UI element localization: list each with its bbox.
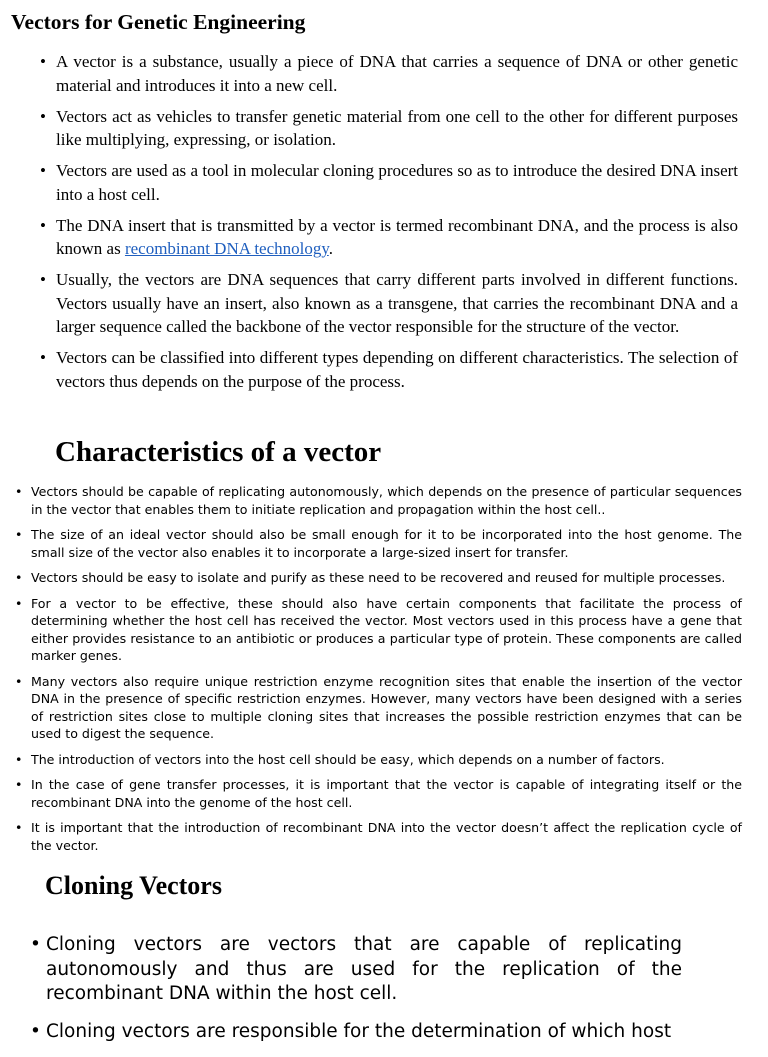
list-item (15, 569, 742, 587)
list-item (15, 751, 742, 769)
list-item (40, 50, 738, 97)
characteristics-heading: Characteristics of a vector (55, 436, 382, 468)
list-item (15, 776, 742, 811)
bullet-icon: • (30, 1020, 41, 1042)
characteristics-bullet-list (15, 483, 742, 862)
list-item-text: Cloning vectors are responsible for the determination of which host (46, 1020, 672, 1042)
list-item-text: In the case of gene transfer processes, it is important that the vector is capable of integrating itself or the recombinant DNA into the genome of the host cell. (31, 777, 742, 810)
page-title: Vectors for Genetic Engineering (11, 10, 306, 34)
bullet-icon: • (15, 777, 23, 792)
bullet-icon: • (15, 527, 23, 542)
list-item (15, 483, 742, 518)
list-item-text: It is important that the introduction of recombinant DNA into the vector doesn’t affect the replication cycle of the vector. (31, 820, 742, 853)
list-item-text: The introduction of vectors into the host cell should be easy, which depends on a number of factors. (31, 751, 665, 767)
bullet-icon: • (40, 215, 46, 235)
cloning-vectors-heading: Cloning Vectors (45, 871, 222, 900)
list-item (15, 526, 742, 561)
list-item-text: Vectors can be classified into different types depending on different characteristics. The selection of vectors thus depends on the purpose of the process. (56, 348, 738, 391)
list-item-text: Cloning vectors are vectors that are capable of replicating autonomously and thus are used for the replication of the recombinant DNA within the host cell. (46, 934, 682, 1004)
list-item (40, 346, 738, 393)
bullet-icon: • (40, 161, 46, 180)
list-item-text-end: . (328, 239, 333, 258)
list-item-text: Vectors should be easy to isolate and purify as these need to be recovered and reused for multiple processes. (31, 570, 726, 585)
list-item (40, 159, 738, 206)
list-item-text: For a vector to be effective, these should also have certain components that facilitate the process of determining whether the host cell has received the vector. Most vectors used in this process have a gene that either provides resistance to an antibiotic or produces a particular type of protein. These components are called marker genes. (31, 595, 742, 663)
list-item-text: A vector is a substance, usually a piece of DNA that carries a sequence of DNA or other genetic material and introduces it into a new cell. (56, 52, 738, 95)
list-item (15, 595, 742, 665)
list-item-text: Usually, the vectors are DNA sequences that carry different parts involved in different functions. Vectors usually have an insert, also known as a transgene, that carries the recombinant DNA and a larger sequence called the backbone of the vector responsible for the structure of the vector. (56, 270, 738, 336)
list-item (15, 819, 742, 854)
list-item-text: The size of an ideal vector should also be small enough for it to be incorporated into the host genome. The small size of the vector also enables it to incorporate a large-sized insert for transfer. (31, 527, 742, 560)
cloning-vectors-bullet-list (30, 933, 682, 1057)
bullet-icon: • (30, 934, 41, 955)
bullet-icon: • (40, 348, 46, 367)
list-item (30, 933, 682, 1007)
recombinant-dna-technology-link[interactable]: recombinant DNA technology (124, 239, 329, 258)
bullet-icon: • (40, 52, 46, 71)
list-item-text: The DNA insert that is transmitted by a vector is termed recombinant DNA, and the process is also known as (56, 215, 738, 258)
bullet-icon: • (40, 270, 46, 289)
list-item (40, 214, 738, 261)
bullet-icon: • (15, 673, 23, 689)
bullet-icon: • (15, 570, 23, 585)
list-item (30, 1020, 682, 1045)
list-item-text: Vectors should be capable of replicating autonomously, which depends on the presence of particular sequences in the vector that enables them to initiate replication and propagation within the host cell.. (31, 484, 742, 517)
bullet-icon: • (15, 595, 23, 611)
bullet-icon: • (40, 106, 46, 126)
list-item-text: Many vectors also require unique restriction enzyme recognition sites that enable the insertion of the vector DNA in the presence of specific restriction enzymes. However, many vectors have been designed with a series of restriction sites close to multiple cloning sites that increases the possible restriction enzymes that can be used to digest the sequence. (31, 673, 742, 741)
list-item (15, 673, 742, 743)
list-item-text: Vectors are used as a tool in molecular cloning procedures so as to introduce the desired DNA insert into a host cell. (56, 161, 738, 204)
bullet-icon: • (15, 484, 23, 499)
list-item (40, 268, 738, 339)
bullet-icon: • (15, 820, 23, 835)
list-item-text: Vectors act as vehicles to transfer genetic material from one cell to the other for different purposes like multiplying, expressing, or isolation. (56, 106, 738, 149)
list-item (40, 105, 738, 152)
bullet-icon: • (15, 751, 23, 767)
intro-bullet-list (40, 50, 738, 401)
